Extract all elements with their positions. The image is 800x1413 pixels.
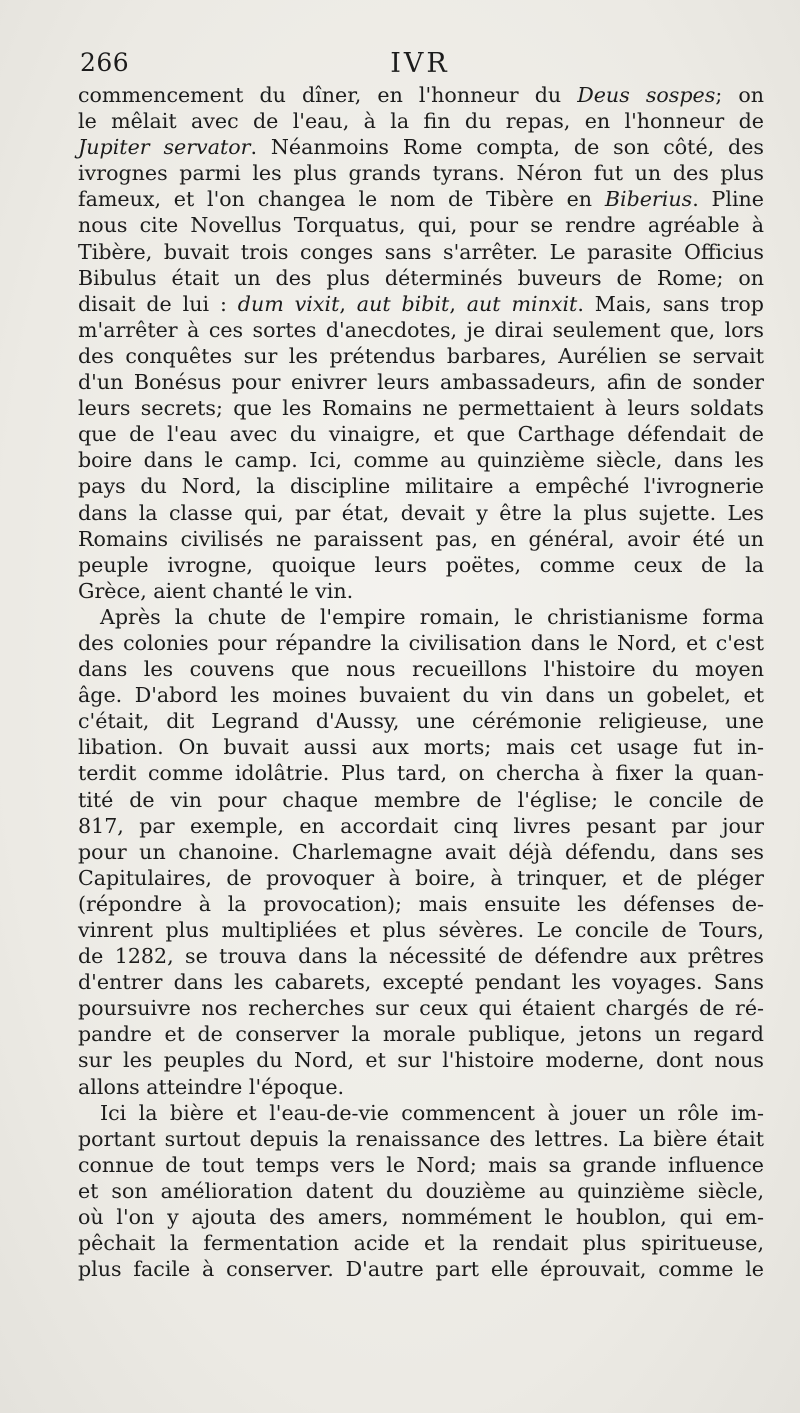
text-run: le mêlait avec de l'eau, à la fin du repas, en l'honneur de bbox=[78, 109, 764, 134]
text-line bbox=[78, 1100, 764, 1126]
text-line bbox=[78, 813, 764, 839]
text-line bbox=[78, 734, 764, 760]
text-line bbox=[78, 500, 764, 526]
text-line bbox=[78, 865, 764, 891]
text-line bbox=[78, 1074, 764, 1100]
text-run: nous cite Novellus Torquatus, qui, pour se rendre agréable à bbox=[78, 213, 764, 238]
text-run: . Mais, sans trop bbox=[577, 291, 764, 316]
text-run: c'était, dit Legrand d'Aussy, une cérémonie religieuse, une bbox=[78, 709, 764, 734]
text-line bbox=[78, 265, 764, 291]
text-line bbox=[78, 317, 764, 343]
text-run: portant surtout depuis la renaissance des lettres. La bière était bbox=[78, 1126, 764, 1151]
text-run: Capitulaires, de provoquer à boire, à trinquer, et de pléger bbox=[78, 865, 764, 890]
italic-phrase: Deus sospes bbox=[577, 83, 716, 107]
text-line bbox=[78, 395, 764, 421]
text-run: ivrognes parmi les plus grands tyrans. Néron fut un des plus bbox=[78, 161, 764, 186]
text-line bbox=[78, 1178, 764, 1204]
text-line bbox=[78, 473, 764, 499]
text-line bbox=[78, 212, 764, 238]
text-run: âge. D'abord les moines buvaient du vin dans un gobelet, et bbox=[78, 683, 764, 708]
text-line bbox=[78, 369, 764, 395]
text-run: allons atteindre l'époque. bbox=[78, 1074, 345, 1099]
italic-phrase: Jupiter servator bbox=[78, 135, 251, 160]
text-run: pêchait la fermentation acide et la rendait plus spiritueuse, bbox=[78, 1231, 764, 1256]
text-line bbox=[78, 839, 764, 865]
text-line bbox=[78, 760, 764, 786]
running-head: IVR bbox=[390, 48, 450, 79]
text-run: pour un chanoine. Charlemagne avait déjà défendu, dans ses bbox=[78, 839, 764, 864]
text-run: (répondre à la provocation); mais ensuite les défenses de- bbox=[78, 891, 764, 916]
text-line bbox=[78, 708, 764, 734]
text-run: Bibulus était un des plus déterminés buveurs de Rome; on bbox=[78, 265, 764, 290]
text-line bbox=[78, 421, 764, 447]
paragraph bbox=[78, 604, 764, 1100]
text-run: dans les couvens que nous recueillons l'histoire du moyen bbox=[78, 657, 764, 682]
text-line bbox=[78, 682, 764, 708]
body-text bbox=[78, 82, 764, 1282]
text-line bbox=[78, 343, 764, 369]
text-line bbox=[78, 969, 764, 995]
text-line bbox=[78, 291, 764, 317]
page-header bbox=[80, 48, 760, 84]
text-line bbox=[78, 1126, 764, 1152]
text-line bbox=[78, 917, 764, 943]
text-line bbox=[78, 1021, 764, 1047]
italic-phrase: aut bibit bbox=[356, 291, 450, 316]
text-run: ; on bbox=[715, 83, 764, 107]
text-line bbox=[78, 943, 764, 969]
italic-phrase: aut minxit bbox=[466, 291, 578, 316]
text-run: Ici la bière et l'eau-de-vie commencent à jouer un rôle im- bbox=[100, 1100, 764, 1125]
text-line bbox=[78, 239, 764, 265]
text-line bbox=[78, 1152, 764, 1178]
text-line bbox=[78, 787, 764, 813]
text-line bbox=[78, 186, 764, 212]
text-line bbox=[78, 526, 764, 552]
text-run: . Néanmoins Rome compta, de son côté, des bbox=[250, 135, 764, 160]
text-run: Romains civilisés ne paraissent pas, en général, avoir été un bbox=[78, 526, 764, 551]
text-run: que de l'eau avec du vinaigre, et que Carthage défendait de bbox=[78, 422, 764, 447]
text-run: des colonies pour répandre la civilisation dans le Nord, et c'est bbox=[78, 630, 764, 655]
paragraph bbox=[78, 1100, 764, 1283]
paragraph bbox=[78, 82, 764, 604]
text-run: dans la classe qui, par état, devait y être la plus sujette. Les bbox=[78, 500, 764, 525]
italic-phrase: Biberius bbox=[604, 187, 693, 212]
text-line bbox=[78, 1047, 764, 1073]
text-line bbox=[78, 656, 764, 682]
text-line bbox=[78, 891, 764, 917]
text-line bbox=[78, 630, 764, 656]
text-run: Tibère, buvait trois conges sans s'arrêter. Le parasite Officius bbox=[78, 239, 764, 264]
text-run: disait de lui : bbox=[78, 291, 238, 316]
text-run: des conquêtes sur les prétendus barbares, Aurélien se servait bbox=[78, 343, 764, 368]
text-line bbox=[78, 552, 764, 578]
text-line bbox=[78, 134, 764, 160]
text-run: sur les peuples du Nord, et sur l'histoire moderne, dont nous bbox=[78, 1048, 764, 1073]
text-run: plus facile à conserver. D'autre part elle éprouvait, comme le bbox=[78, 1257, 764, 1282]
page-number: 266 bbox=[80, 48, 130, 77]
text-run: où l'on y ajouta des amers, nommément le houblon, qui em- bbox=[78, 1205, 764, 1230]
text-line bbox=[78, 1204, 764, 1230]
text-line bbox=[78, 160, 764, 186]
text-run: Grèce, aient chanté le vin. bbox=[78, 578, 354, 603]
text-line bbox=[78, 995, 764, 1021]
text-line bbox=[78, 82, 764, 108]
text-run: , bbox=[339, 291, 357, 316]
text-run: , bbox=[449, 291, 467, 316]
text-run: peuple ivrogne, quoique leurs poëtes, comme ceux de la bbox=[78, 552, 764, 577]
text-run: pandre et de conserver la morale publique, jetons un regard bbox=[78, 1022, 764, 1047]
text-run: 817, par exemple, en accordait cinq livres pesant par jour bbox=[78, 813, 764, 838]
text-run: d'entrer dans les cabarets, excepté pendant les voyages. Sans bbox=[78, 970, 764, 995]
text-run: pays du Nord, la discipline militaire a empêché l'ivrognerie bbox=[78, 474, 764, 499]
text-run: Après la chute de l'empire romain, le christianisme forma bbox=[100, 604, 764, 629]
text-line bbox=[78, 447, 764, 473]
text-run: de 1282, se trouva dans la nécessité de défendre aux prêtres bbox=[78, 944, 764, 969]
text-run: fameux, et l'on changea le nom de Tibère en bbox=[78, 187, 605, 212]
text-run: . Pline bbox=[692, 187, 764, 212]
text-line bbox=[78, 1256, 764, 1282]
text-run: commencement du dîner, en l'honneur du bbox=[78, 83, 578, 107]
text-run: leurs secrets; que les Romains ne permettaient à leurs soldats bbox=[78, 396, 764, 421]
text-line bbox=[78, 108, 764, 134]
text-run: libation. On buvait aussi aux morts; mais cet usage fut in- bbox=[78, 735, 764, 760]
text-run: terdit comme idolâtrie. Plus tard, on chercha à fixer la quan- bbox=[78, 761, 764, 786]
text-line bbox=[78, 1230, 764, 1256]
text-line bbox=[78, 578, 764, 604]
text-run: et son amélioration datent du douzième au quinzième siècle, bbox=[78, 1178, 764, 1203]
text-run: poursuivre nos recherches sur ceux qui étaient chargés de ré- bbox=[78, 996, 764, 1021]
text-run: d'un Bonésus pour enivrer leurs ambassadeurs, afin de sonder bbox=[78, 370, 764, 395]
text-run: m'arrêter à ces sortes d'anecdotes, je dirai seulement que, lors bbox=[78, 317, 764, 342]
text-run: tité de vin pour chaque membre de l'église; le concile de bbox=[78, 787, 764, 812]
italic-phrase: dum vixit bbox=[237, 291, 340, 316]
text-run: vinrent plus multipliées et plus sévères. Le concile de Tours, bbox=[78, 918, 764, 942]
text-line bbox=[78, 604, 764, 630]
text-run: connue de tout temps vers le Nord; mais sa grande influence bbox=[78, 1152, 764, 1177]
text-run: boire dans le camp. Ici, comme au quinzième siècle, dans les bbox=[78, 448, 764, 473]
